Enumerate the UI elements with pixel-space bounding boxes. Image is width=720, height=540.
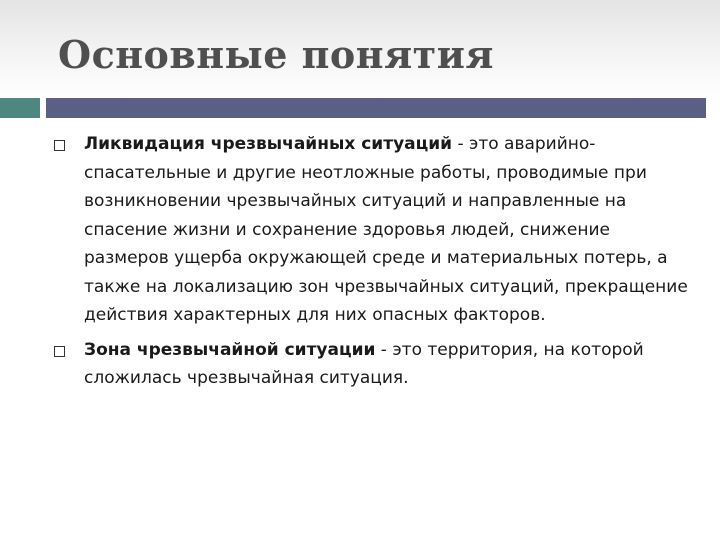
list-item [54, 336, 694, 393]
title-header [0, 0, 720, 98]
slide-title: Основные понятия [58, 32, 494, 77]
title-rule-bar [46, 98, 706, 118]
square-bullet-icon [54, 140, 65, 151]
definitions-list [54, 130, 694, 399]
term-label: Зона чрезвычайной ситуации [84, 339, 376, 360]
term-label: Ликвидация чрезвычайных ситуаций [84, 134, 453, 154]
title-rule-accent [0, 98, 40, 118]
list-item [54, 130, 694, 330]
definition-text: - это аварийно-спасательные и другие неотложные работы, проводимые при возникновении чрезвычайных ситуаций и направленные на спасение жизни и сохранение здоровья людей, снижение размеров ущерба окружающей среде и материальных потерь, а также на локализацию зон чрезвычайных ситуаций, прекращение действия характерных для них опасных факторов. [84, 134, 688, 325]
definition-text: - это территория, на которой сложилась чрезвычайная ситуация. [84, 339, 644, 388]
square-bullet-icon [54, 346, 65, 357]
